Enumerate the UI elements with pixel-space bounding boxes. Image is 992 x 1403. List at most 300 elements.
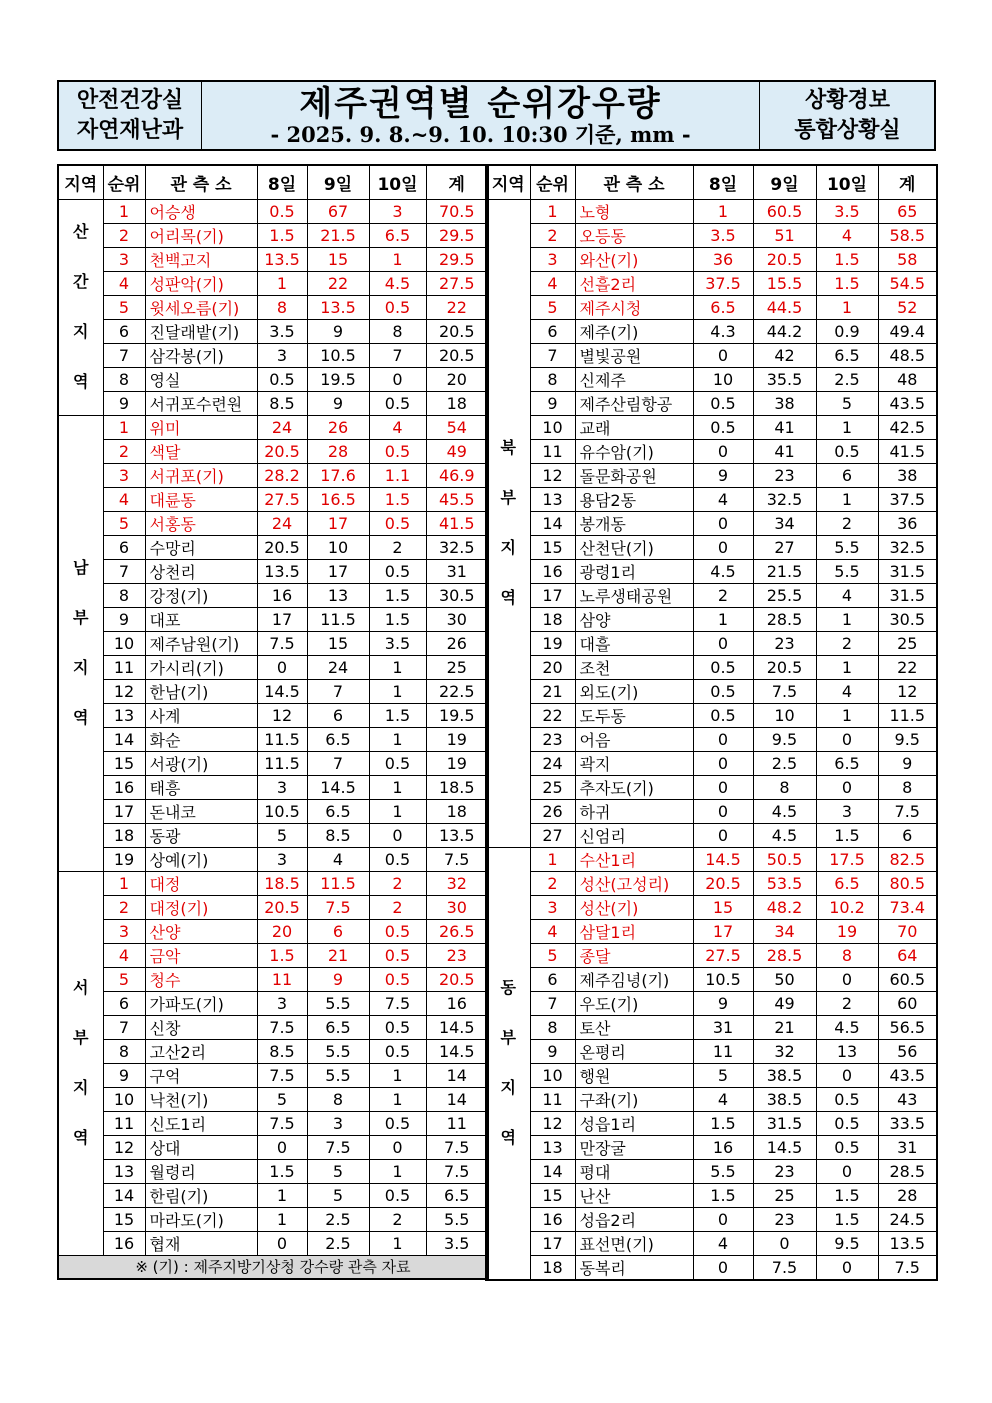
day8-cell: 17 bbox=[257, 607, 307, 631]
station-cell: 와산(기) bbox=[575, 247, 693, 271]
table-row bbox=[58, 223, 488, 247]
total-cell: 30 bbox=[426, 895, 488, 919]
day9-cell: 28.5 bbox=[753, 943, 816, 967]
day10-cell: 4.5 bbox=[369, 271, 426, 295]
total-cell: 5.5 bbox=[426, 1207, 488, 1231]
total-cell: 43.5 bbox=[878, 1063, 937, 1087]
table-row bbox=[486, 391, 937, 415]
day10-cell: 1 bbox=[369, 799, 426, 823]
table-row bbox=[486, 1159, 937, 1183]
day9-cell: 17 bbox=[307, 511, 369, 535]
region-label bbox=[58, 415, 103, 871]
table-row bbox=[58, 775, 488, 799]
table-row bbox=[58, 799, 488, 823]
rank-cell: 16 bbox=[530, 559, 575, 583]
station-cell: 삼각봉(기) bbox=[145, 343, 257, 367]
day8-cell: 0 bbox=[257, 1135, 307, 1159]
rank-cell: 25 bbox=[530, 775, 575, 799]
total-cell: 60.5 bbox=[878, 967, 937, 991]
rank-cell: 10 bbox=[103, 631, 145, 655]
total-cell: 22.5 bbox=[426, 679, 488, 703]
station-cell: 낙천(기) bbox=[145, 1087, 257, 1111]
column-header: 9일 bbox=[307, 165, 369, 199]
total-cell: 6 bbox=[878, 823, 937, 847]
rank-cell: 8 bbox=[103, 583, 145, 607]
total-cell: 26.5 bbox=[426, 919, 488, 943]
day9-cell: 38.5 bbox=[753, 1063, 816, 1087]
rank-cell: 7 bbox=[103, 343, 145, 367]
rank-cell: 8 bbox=[103, 1039, 145, 1063]
day9-cell: 11.5 bbox=[307, 607, 369, 631]
day8-cell: 7.5 bbox=[257, 1015, 307, 1039]
station-cell: 산천단(기) bbox=[575, 535, 693, 559]
station-cell: 우도(기) bbox=[575, 991, 693, 1015]
day10-cell: 0 bbox=[816, 967, 878, 991]
day9-cell: 4 bbox=[307, 847, 369, 871]
column-header: 8일 bbox=[693, 165, 753, 199]
station-cell: 외도(기) bbox=[575, 679, 693, 703]
total-cell: 20.5 bbox=[426, 967, 488, 991]
day10-cell: 2 bbox=[369, 895, 426, 919]
day9-cell: 13.5 bbox=[307, 295, 369, 319]
day8-cell: 20.5 bbox=[257, 439, 307, 463]
day10-cell: 6.5 bbox=[369, 223, 426, 247]
table-row bbox=[58, 1159, 488, 1183]
day9-cell: 32 bbox=[753, 1039, 816, 1063]
day10-cell: 2 bbox=[816, 991, 878, 1015]
day10-cell: 4 bbox=[816, 679, 878, 703]
day10-cell: 3 bbox=[816, 799, 878, 823]
rank-cell: 19 bbox=[530, 631, 575, 655]
day8-cell: 4.3 bbox=[693, 319, 753, 343]
station-cell: 광령1리 bbox=[575, 559, 693, 583]
total-cell: 30.5 bbox=[426, 583, 488, 607]
station-cell: 평대 bbox=[575, 1159, 693, 1183]
day8-cell: 20.5 bbox=[257, 895, 307, 919]
day9-cell: 7.5 bbox=[307, 1135, 369, 1159]
day8-cell: 0.5 bbox=[257, 199, 307, 223]
day8-cell: 0 bbox=[693, 823, 753, 847]
table-row bbox=[486, 895, 937, 919]
total-cell: 25 bbox=[878, 631, 937, 655]
total-cell: 9.5 bbox=[878, 727, 937, 751]
day10-cell: 1 bbox=[816, 295, 878, 319]
day8-cell: 9 bbox=[693, 991, 753, 1015]
rank-cell: 18 bbox=[530, 607, 575, 631]
total-cell: 60 bbox=[878, 991, 937, 1015]
day9-cell: 49 bbox=[753, 991, 816, 1015]
table-row bbox=[58, 391, 488, 415]
day10-cell: 2 bbox=[369, 535, 426, 559]
station-cell: 만장굴 bbox=[575, 1135, 693, 1159]
region-label bbox=[58, 199, 103, 415]
table-row bbox=[486, 919, 937, 943]
total-cell: 16 bbox=[426, 991, 488, 1015]
rank-cell: 23 bbox=[530, 727, 575, 751]
day9-cell: 27 bbox=[753, 535, 816, 559]
day10-cell: 1.5 bbox=[369, 703, 426, 727]
rank-cell: 7 bbox=[103, 1015, 145, 1039]
day9-cell: 6 bbox=[307, 703, 369, 727]
day8-cell: 37.5 bbox=[693, 271, 753, 295]
table-row bbox=[486, 343, 937, 367]
day9-cell: 10 bbox=[307, 535, 369, 559]
day8-cell: 7.5 bbox=[257, 1111, 307, 1135]
table-row bbox=[58, 823, 488, 847]
table-row bbox=[58, 343, 488, 367]
total-cell: 37.5 bbox=[878, 487, 937, 511]
day10-cell: 0.5 bbox=[816, 1111, 878, 1135]
table-row bbox=[486, 439, 937, 463]
rank-cell: 14 bbox=[530, 1159, 575, 1183]
day9-cell: 4.5 bbox=[753, 823, 816, 847]
table-row bbox=[486, 1183, 937, 1207]
column-header: 8일 bbox=[257, 165, 307, 199]
table-row bbox=[58, 919, 488, 943]
station-cell: 성읍1리 bbox=[575, 1111, 693, 1135]
day8-cell: 5 bbox=[257, 1087, 307, 1111]
title-box bbox=[202, 82, 759, 149]
day8-cell: 0 bbox=[693, 799, 753, 823]
department-line2: 자연재난과 bbox=[76, 117, 184, 143]
day9-cell: 35.5 bbox=[753, 367, 816, 391]
table-row bbox=[58, 751, 488, 775]
day8-cell: 0.5 bbox=[693, 679, 753, 703]
rank-cell: 13 bbox=[530, 1135, 575, 1159]
rank-cell: 3 bbox=[530, 895, 575, 919]
table-row bbox=[486, 511, 937, 535]
station-cell: 교래 bbox=[575, 415, 693, 439]
day9-cell: 34 bbox=[753, 919, 816, 943]
day9-cell: 60.5 bbox=[753, 199, 816, 223]
day9-cell: 10 bbox=[753, 703, 816, 727]
station-cell: 협재 bbox=[145, 1231, 257, 1255]
table-row bbox=[486, 1111, 937, 1135]
day10-cell: 7.5 bbox=[369, 991, 426, 1015]
day8-cell: 0.5 bbox=[693, 655, 753, 679]
day10-cell: 8 bbox=[369, 319, 426, 343]
table-row bbox=[486, 1015, 937, 1039]
table-row bbox=[486, 271, 937, 295]
day9-cell: 41 bbox=[753, 415, 816, 439]
rank-cell: 5 bbox=[103, 295, 145, 319]
table-row bbox=[58, 295, 488, 319]
total-cell: 65 bbox=[878, 199, 937, 223]
table-row bbox=[58, 439, 488, 463]
day10-cell: 3.5 bbox=[369, 631, 426, 655]
day9-cell: 23 bbox=[753, 1207, 816, 1231]
day8-cell: 0 bbox=[693, 1207, 753, 1231]
station-cell: 대정 bbox=[145, 871, 257, 895]
total-cell: 7.5 bbox=[878, 1255, 937, 1280]
rank-cell: 12 bbox=[103, 679, 145, 703]
day8-cell: 11.5 bbox=[257, 727, 307, 751]
total-cell: 19 bbox=[426, 727, 488, 751]
rank-cell: 20 bbox=[530, 655, 575, 679]
day8-cell: 12 bbox=[257, 703, 307, 727]
day8-cell: 3 bbox=[257, 991, 307, 1015]
total-cell: 19.5 bbox=[426, 703, 488, 727]
day9-cell: 38 bbox=[753, 391, 816, 415]
day9-cell: 5.5 bbox=[307, 1039, 369, 1063]
station-cell: 제주김녕(기) bbox=[575, 967, 693, 991]
day8-cell: 31 bbox=[693, 1015, 753, 1039]
station-cell: 하귀 bbox=[575, 799, 693, 823]
day8-cell: 0 bbox=[693, 751, 753, 775]
day8-cell: 5 bbox=[257, 823, 307, 847]
table-row bbox=[486, 367, 937, 391]
region-label-text: 서 부 지 역 bbox=[73, 978, 89, 1147]
station-cell: 청수 bbox=[145, 967, 257, 991]
day9-cell: 15.5 bbox=[753, 271, 816, 295]
day10-cell: 1 bbox=[816, 415, 878, 439]
page-title: 제주권역별 순위강우량 bbox=[299, 83, 662, 124]
total-cell: 48.5 bbox=[878, 343, 937, 367]
rank-cell: 16 bbox=[530, 1207, 575, 1231]
table-row bbox=[58, 271, 488, 295]
day8-cell: 0.5 bbox=[693, 703, 753, 727]
rank-cell: 5 bbox=[103, 967, 145, 991]
rank-cell: 2 bbox=[103, 439, 145, 463]
day8-cell: 13.5 bbox=[257, 559, 307, 583]
total-cell: 13.5 bbox=[426, 823, 488, 847]
table-row bbox=[58, 679, 488, 703]
day8-cell: 18.5 bbox=[257, 871, 307, 895]
total-cell: 30.5 bbox=[878, 607, 937, 631]
day10-cell: 1.5 bbox=[816, 247, 878, 271]
table-row bbox=[58, 415, 488, 439]
station-cell: 온평리 bbox=[575, 1039, 693, 1063]
rank-cell: 2 bbox=[103, 223, 145, 247]
total-cell: 54 bbox=[426, 415, 488, 439]
rank-cell: 6 bbox=[103, 319, 145, 343]
station-cell: 신창 bbox=[145, 1015, 257, 1039]
station-cell: 서광(기) bbox=[145, 751, 257, 775]
table-row bbox=[58, 1015, 488, 1039]
rank-cell: 6 bbox=[530, 319, 575, 343]
table-row bbox=[58, 871, 488, 895]
day10-cell: 6 bbox=[816, 463, 878, 487]
station-cell: 서귀포(기) bbox=[145, 463, 257, 487]
day8-cell: 1 bbox=[693, 199, 753, 223]
day10-cell: 0.5 bbox=[369, 751, 426, 775]
rank-cell: 6 bbox=[103, 991, 145, 1015]
rank-cell: 6 bbox=[530, 967, 575, 991]
table-row bbox=[486, 679, 937, 703]
total-cell: 11 bbox=[426, 1111, 488, 1135]
total-cell: 14.5 bbox=[426, 1015, 488, 1039]
total-cell: 29.5 bbox=[426, 247, 488, 271]
day8-cell: 11 bbox=[257, 967, 307, 991]
day9-cell: 13 bbox=[307, 583, 369, 607]
total-cell: 73.4 bbox=[878, 895, 937, 919]
day10-cell: 2 bbox=[369, 1207, 426, 1231]
total-cell: 23 bbox=[426, 943, 488, 967]
station-cell: 동복리 bbox=[575, 1255, 693, 1280]
station-cell: 유수암(기) bbox=[575, 439, 693, 463]
table-row bbox=[58, 559, 488, 583]
day8-cell: 1.5 bbox=[257, 1159, 307, 1183]
table-row bbox=[58, 703, 488, 727]
total-cell: 49.4 bbox=[878, 319, 937, 343]
day8-cell: 0 bbox=[693, 535, 753, 559]
table-row bbox=[58, 943, 488, 967]
total-cell: 20.5 bbox=[426, 319, 488, 343]
day8-cell: 4.5 bbox=[693, 559, 753, 583]
total-cell: 20.5 bbox=[426, 343, 488, 367]
station-cell: 고산2리 bbox=[145, 1039, 257, 1063]
left-rainfall-table bbox=[57, 164, 489, 1280]
office-line1: 상황경보 bbox=[804, 87, 890, 113]
rank-cell: 10 bbox=[530, 415, 575, 439]
station-cell: 종달 bbox=[575, 943, 693, 967]
total-cell: 7.5 bbox=[426, 847, 488, 871]
day8-cell: 4 bbox=[693, 1231, 753, 1255]
table-row bbox=[58, 583, 488, 607]
station-cell: 신제주 bbox=[575, 367, 693, 391]
day8-cell: 24 bbox=[257, 415, 307, 439]
station-cell: 수망리 bbox=[145, 535, 257, 559]
day8-cell: 1.5 bbox=[257, 943, 307, 967]
total-cell: 18 bbox=[426, 799, 488, 823]
total-cell: 64 bbox=[878, 943, 937, 967]
total-cell: 7.5 bbox=[426, 1159, 488, 1183]
rank-cell: 10 bbox=[103, 1087, 145, 1111]
total-cell: 43.5 bbox=[878, 391, 937, 415]
station-cell: 조천 bbox=[575, 655, 693, 679]
day9-cell: 21.5 bbox=[307, 223, 369, 247]
day8-cell: 5.5 bbox=[693, 1159, 753, 1183]
day8-cell: 8.5 bbox=[257, 391, 307, 415]
day10-cell: 1.5 bbox=[816, 1183, 878, 1207]
day9-cell: 7.5 bbox=[753, 1255, 816, 1280]
total-cell: 56 bbox=[878, 1039, 937, 1063]
day8-cell: 36 bbox=[693, 247, 753, 271]
rank-cell: 14 bbox=[103, 1183, 145, 1207]
rank-cell: 14 bbox=[530, 511, 575, 535]
day10-cell: 1 bbox=[369, 727, 426, 751]
rank-cell: 15 bbox=[103, 751, 145, 775]
day10-cell: 4 bbox=[816, 583, 878, 607]
day10-cell: 9.5 bbox=[816, 1231, 878, 1255]
total-cell: 22 bbox=[878, 655, 937, 679]
station-cell: 산양 bbox=[145, 919, 257, 943]
station-cell: 대륜동 bbox=[145, 487, 257, 511]
column-header: 관 측 소 bbox=[145, 165, 257, 199]
total-cell: 13.5 bbox=[878, 1231, 937, 1255]
day10-cell: 17.5 bbox=[816, 847, 878, 871]
report-header bbox=[57, 80, 936, 151]
day9-cell: 20.5 bbox=[753, 247, 816, 271]
day9-cell: 50.5 bbox=[753, 847, 816, 871]
total-cell: 20 bbox=[426, 367, 488, 391]
day9-cell: 7 bbox=[307, 751, 369, 775]
day8-cell: 5 bbox=[693, 1063, 753, 1087]
table-row bbox=[486, 559, 937, 583]
day10-cell: 0.5 bbox=[369, 1111, 426, 1135]
rank-cell: 4 bbox=[103, 487, 145, 511]
total-cell: 36 bbox=[878, 511, 937, 535]
day10-cell: 0.5 bbox=[369, 943, 426, 967]
rank-cell: 1 bbox=[103, 871, 145, 895]
total-cell: 9 bbox=[878, 751, 937, 775]
table-row bbox=[486, 967, 937, 991]
rank-cell: 9 bbox=[530, 391, 575, 415]
station-cell: 한림(기) bbox=[145, 1183, 257, 1207]
station-cell: 난산 bbox=[575, 1183, 693, 1207]
footnote: ※ (기) : 제주지방기상청 강수량 관측 자료 bbox=[58, 1255, 488, 1279]
day8-cell: 20.5 bbox=[693, 871, 753, 895]
rank-cell: 4 bbox=[530, 919, 575, 943]
station-cell: 별빛공원 bbox=[575, 343, 693, 367]
table-row bbox=[58, 607, 488, 631]
day8-cell: 3 bbox=[257, 847, 307, 871]
table-row bbox=[486, 1135, 937, 1159]
station-cell: 서홍동 bbox=[145, 511, 257, 535]
day10-cell: 5.5 bbox=[816, 559, 878, 583]
day10-cell: 1.5 bbox=[369, 583, 426, 607]
total-cell: 29.5 bbox=[426, 223, 488, 247]
day9-cell: 5.5 bbox=[307, 991, 369, 1015]
rank-cell: 15 bbox=[103, 1207, 145, 1231]
day10-cell: 1 bbox=[369, 679, 426, 703]
total-cell: 25 bbox=[426, 655, 488, 679]
table-row bbox=[58, 1183, 488, 1207]
rank-cell: 13 bbox=[530, 487, 575, 511]
day9-cell: 2.5 bbox=[307, 1207, 369, 1231]
day10-cell: 0 bbox=[816, 1159, 878, 1183]
station-cell: 도두동 bbox=[575, 703, 693, 727]
total-cell: 80.5 bbox=[878, 871, 937, 895]
station-cell: 사계 bbox=[145, 703, 257, 727]
table-row bbox=[486, 703, 937, 727]
station-cell: 가시리(기) bbox=[145, 655, 257, 679]
total-cell: 32 bbox=[426, 871, 488, 895]
day8-cell: 10.5 bbox=[257, 799, 307, 823]
left-header-row bbox=[58, 165, 488, 199]
station-cell: 어승생 bbox=[145, 199, 257, 223]
day9-cell: 9.5 bbox=[753, 727, 816, 751]
day10-cell: 8 bbox=[816, 943, 878, 967]
day10-cell: 2.5 bbox=[816, 367, 878, 391]
rank-cell: 10 bbox=[530, 1063, 575, 1087]
day9-cell: 6.5 bbox=[307, 799, 369, 823]
rank-cell: 12 bbox=[103, 1135, 145, 1159]
day8-cell: 0.5 bbox=[693, 391, 753, 415]
day10-cell: 0.9 bbox=[816, 319, 878, 343]
day9-cell: 17 bbox=[307, 559, 369, 583]
day9-cell: 32.5 bbox=[753, 487, 816, 511]
table-row bbox=[58, 1231, 488, 1255]
rank-cell: 2 bbox=[530, 223, 575, 247]
day8-cell: 10 bbox=[693, 367, 753, 391]
day10-cell: 0.5 bbox=[369, 919, 426, 943]
rank-cell: 27 bbox=[530, 823, 575, 847]
day10-cell: 1 bbox=[816, 655, 878, 679]
table-row bbox=[486, 799, 937, 823]
rank-cell: 16 bbox=[103, 1231, 145, 1255]
day8-cell: 4 bbox=[693, 1087, 753, 1111]
total-cell: 46.9 bbox=[426, 463, 488, 487]
station-cell: 화순 bbox=[145, 727, 257, 751]
rank-cell: 15 bbox=[530, 535, 575, 559]
table-row bbox=[58, 895, 488, 919]
table-row bbox=[486, 295, 937, 319]
total-cell: 31.5 bbox=[878, 583, 937, 607]
day8-cell: 1 bbox=[257, 1207, 307, 1231]
total-cell: 54.5 bbox=[878, 271, 937, 295]
day9-cell: 44.5 bbox=[753, 295, 816, 319]
